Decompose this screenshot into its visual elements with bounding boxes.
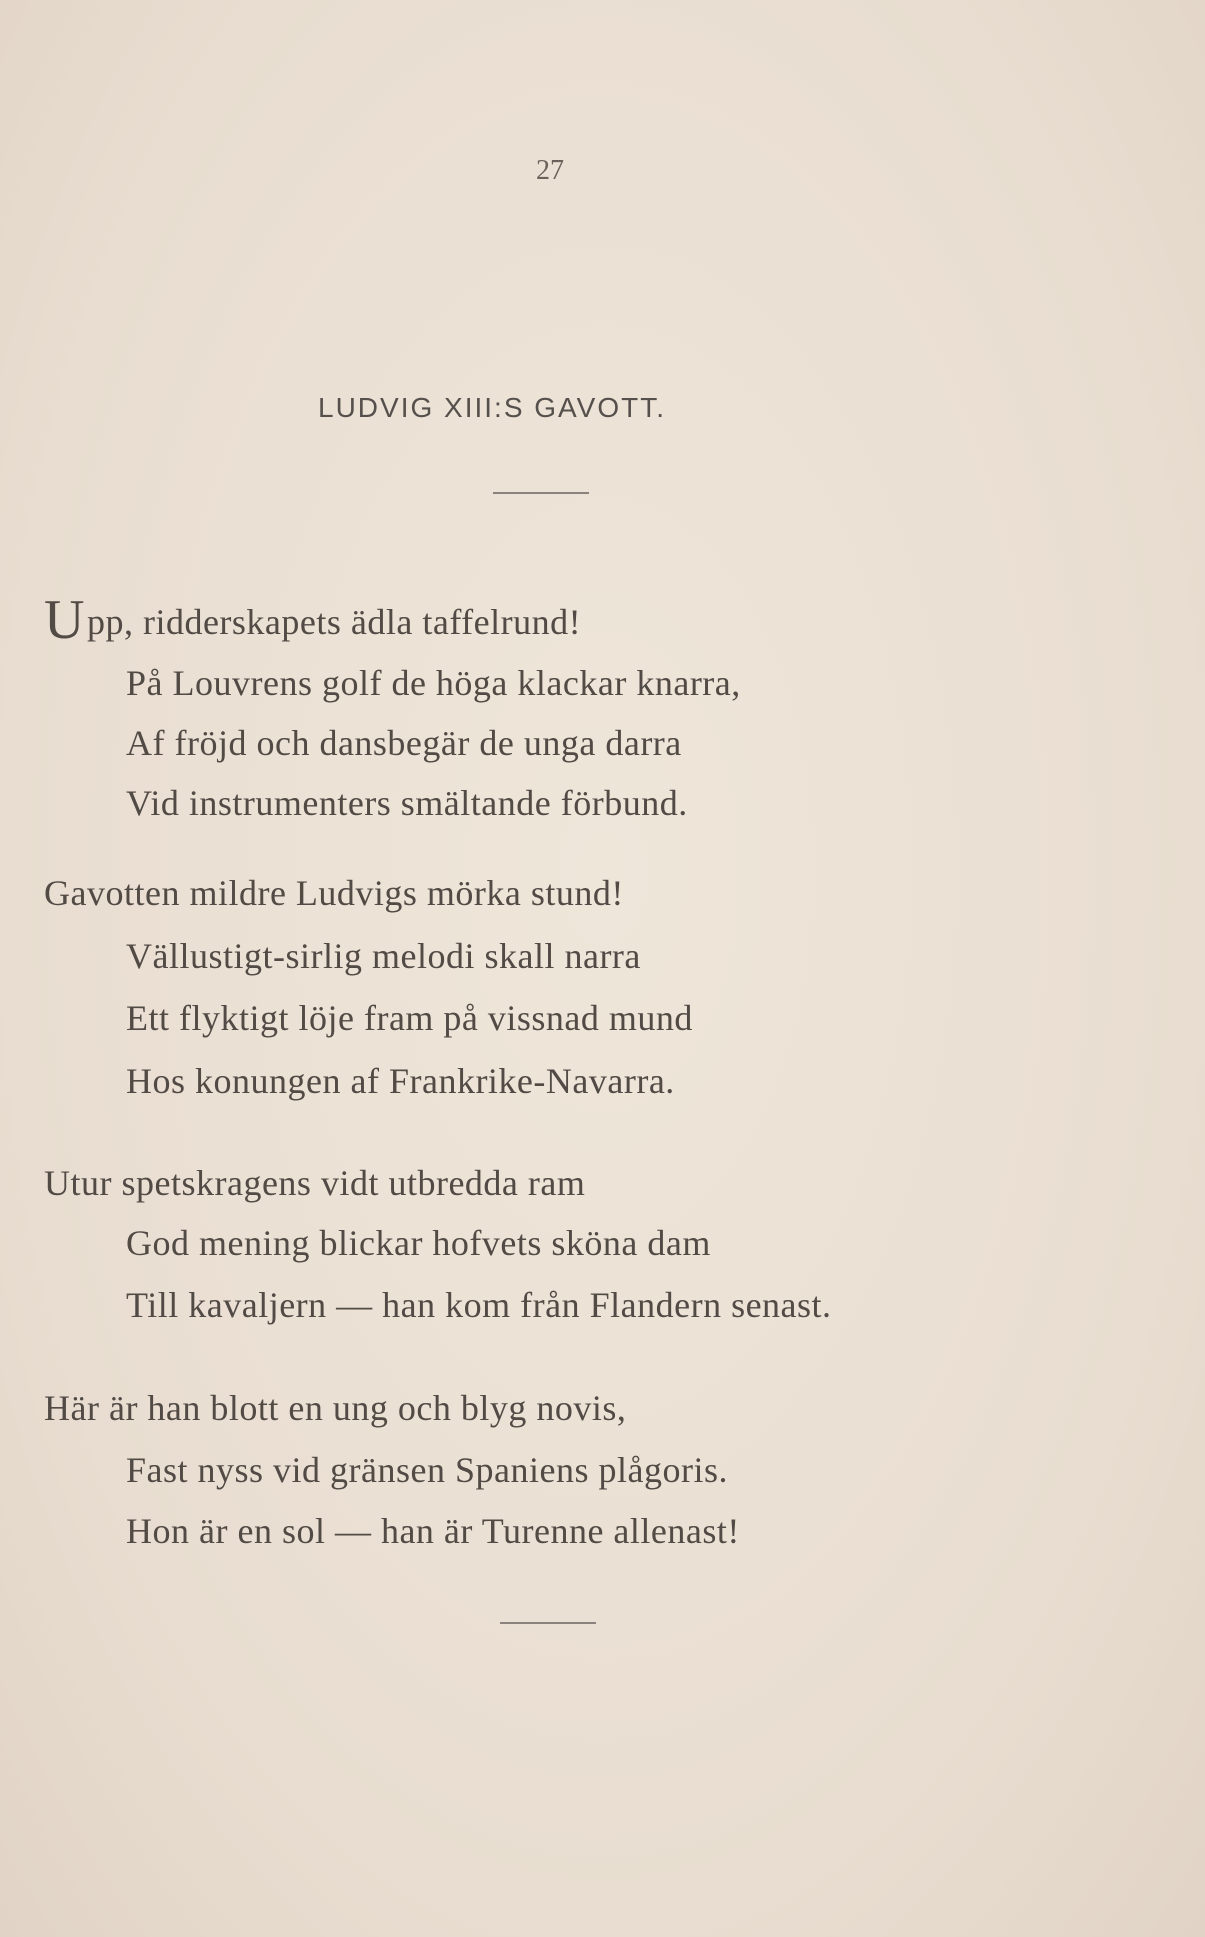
poem-title: LUDVIG XIII:S GAVOTT.: [318, 392, 666, 423]
poem-line: Till kavaljern — han kom från Flandern senast.: [126, 1285, 832, 1325]
poem-line: Af fröjd och dansbegär de unga darra: [126, 723, 682, 763]
page-number: 27: [536, 155, 564, 186]
poem-line: Hos konungen af Frankrike-Navarra.: [126, 1061, 675, 1101]
title-divider: [493, 492, 589, 494]
poem-line: [44, 589, 582, 651]
poem-line: Gavotten mildre Ludvigs mörka stund!: [44, 873, 624, 913]
poem-line: Utur spetskragens vidt utbredda ram: [44, 1163, 586, 1203]
poem-line: Vid instrumenters smältande förbund.: [126, 783, 688, 823]
poem-line: God mening blickar hofvets sköna dam: [126, 1223, 711, 1263]
poem-line: På Louvrens golf de höga klackar knarra,: [126, 663, 741, 703]
poem-line: Här är han blott en ung och blyg novis,: [44, 1388, 627, 1428]
poem-line: Ett flyktigt löje fram på vissnad mund: [126, 998, 693, 1038]
poem-line: Vällustigt-sirlig melodi skall narra: [126, 936, 641, 976]
drop-cap: U: [44, 589, 85, 651]
poem-line: Fast nyss vid gränsen Spaniens plågoris.: [126, 1450, 728, 1490]
poem-line: Hon är en sol — han är Turenne allenast!: [126, 1511, 740, 1551]
end-divider: [500, 1622, 596, 1624]
poem-line-rest: pp, ridderskapets ädla taffelrund!: [86, 602, 582, 642]
